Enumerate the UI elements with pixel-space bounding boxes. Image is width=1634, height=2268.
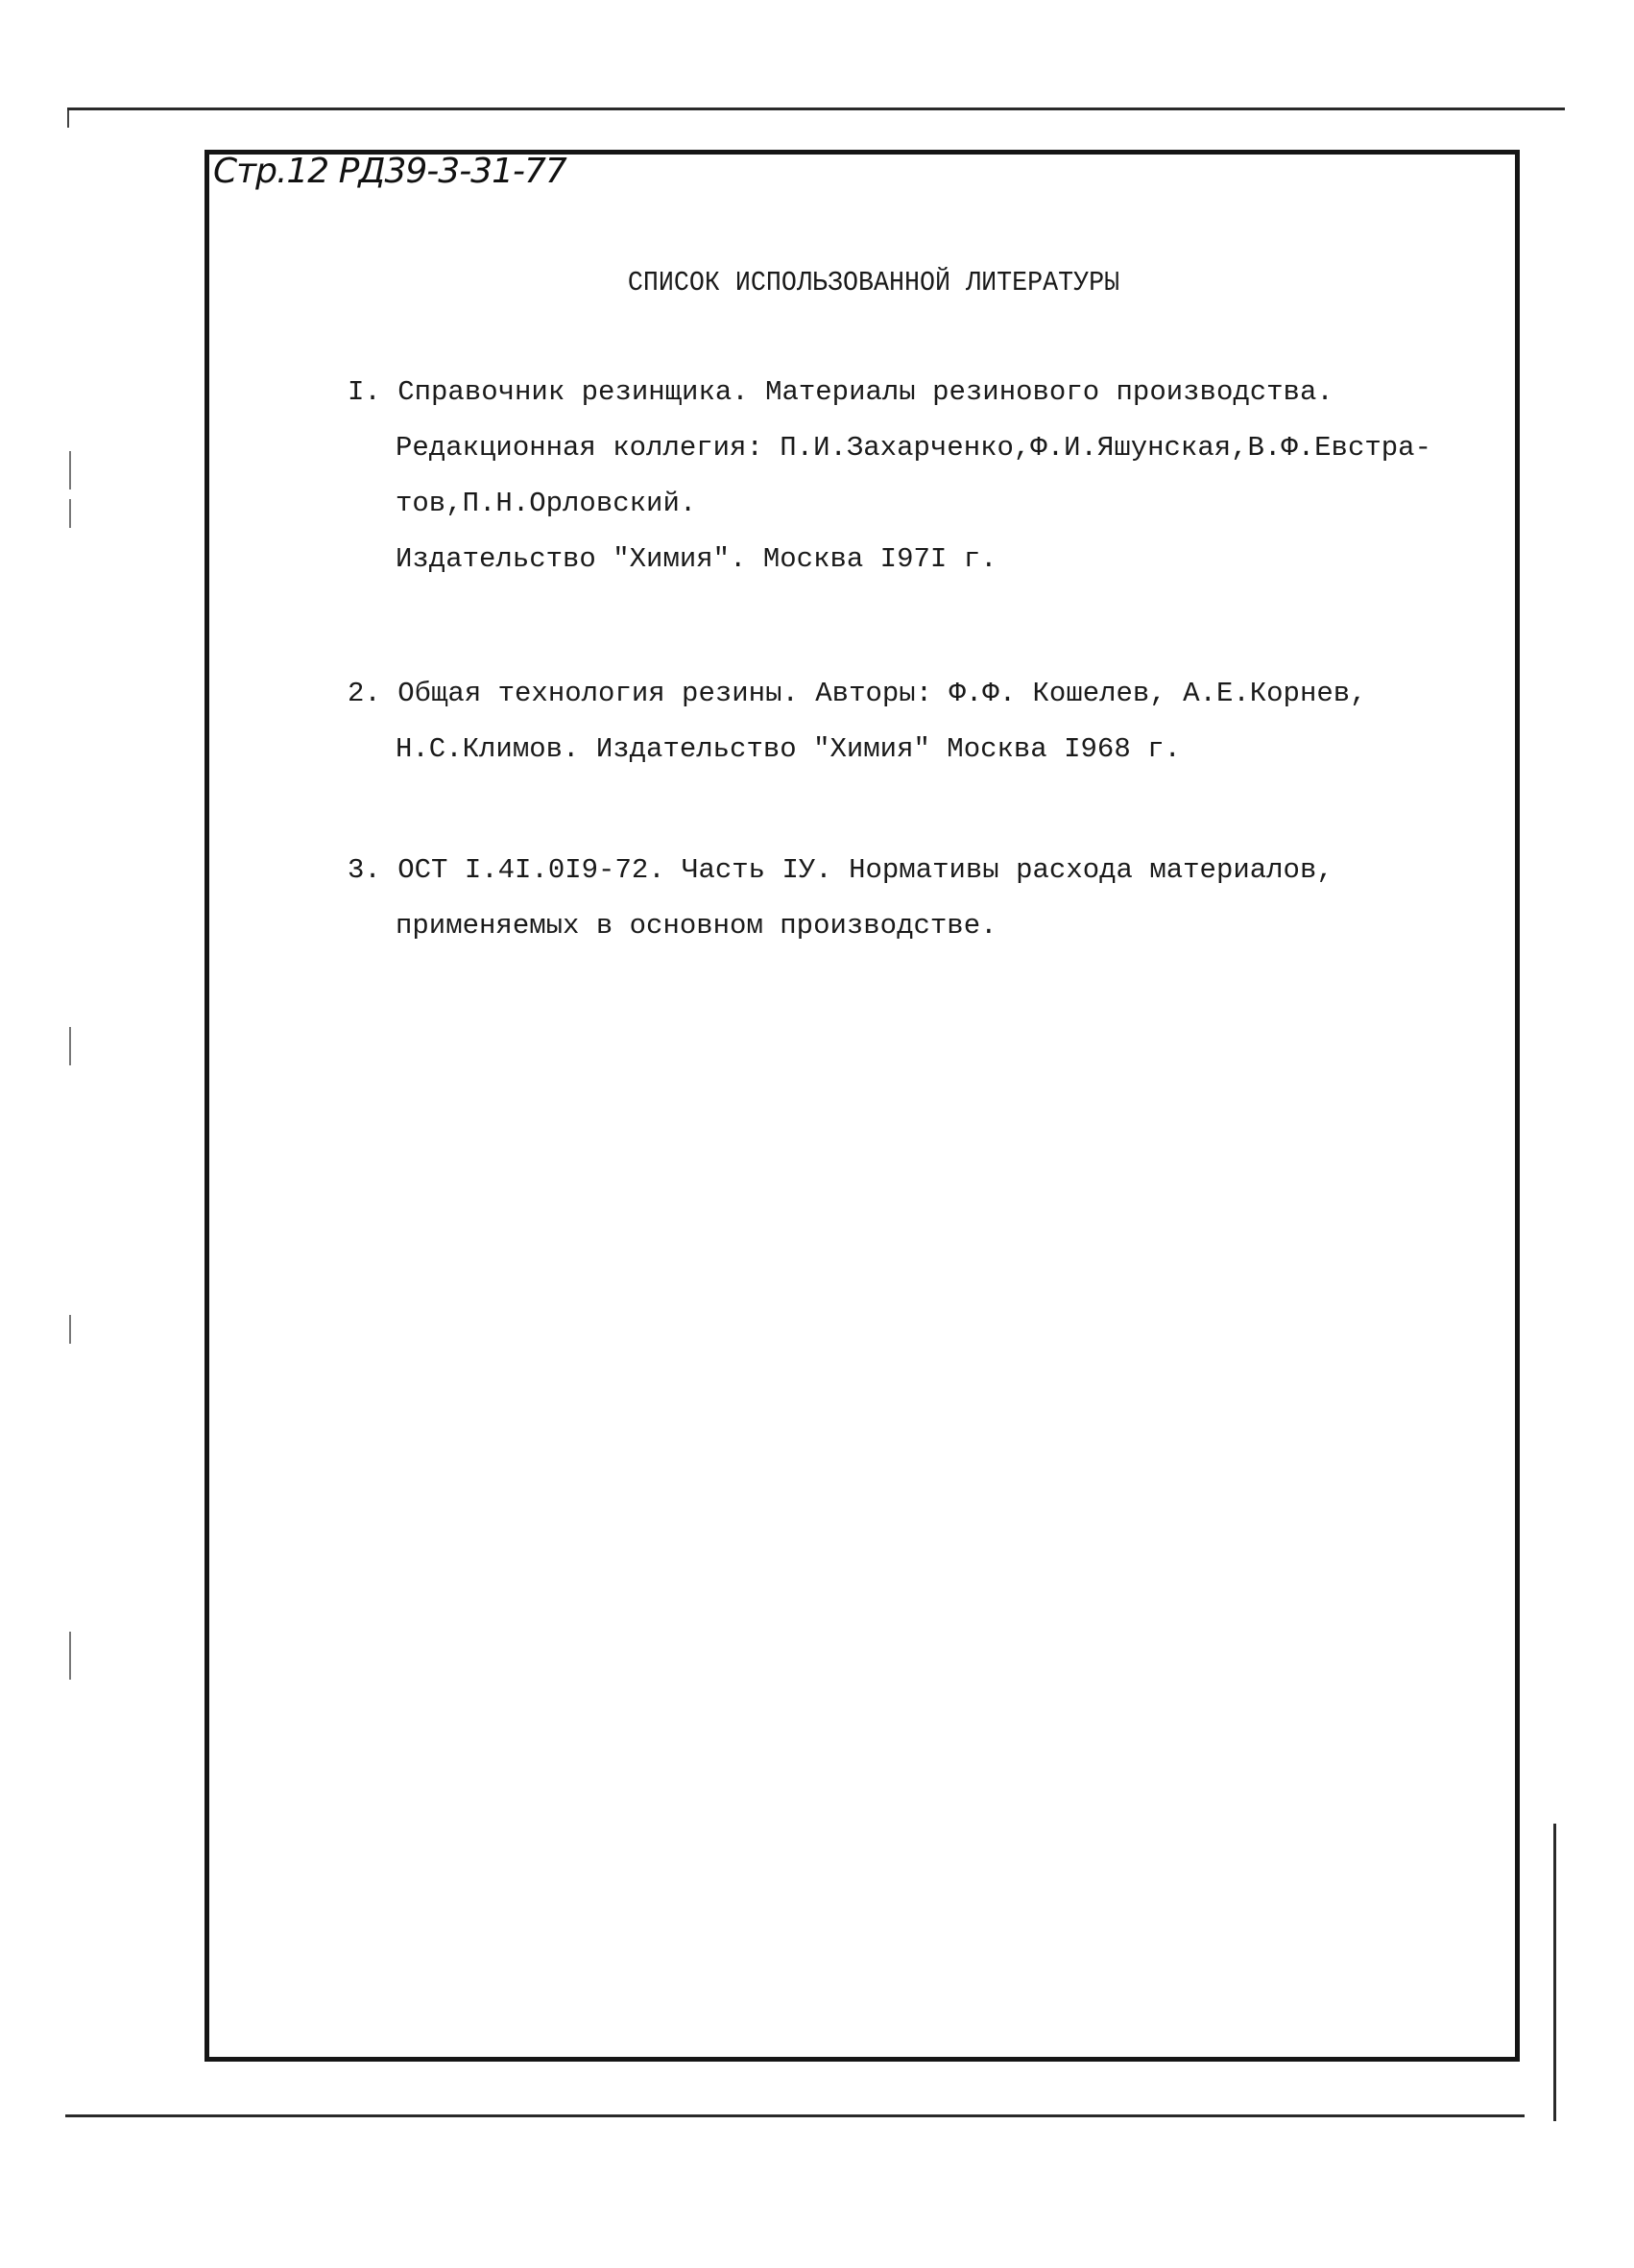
reference-line: 2. Общая технология резины. Авторы: Ф.Ф. Кошелев, А.Е.Корнев, xyxy=(348,678,1367,709)
reference-line: применяемых в основном производстве. xyxy=(396,910,997,942)
reference-line: тов,П.Н.Орловский. xyxy=(396,488,697,519)
outer-top-line xyxy=(67,107,1565,110)
reference-line: I. Справочник резинщика. Материалы резинового производства. xyxy=(348,376,1334,408)
scan-mark xyxy=(69,1632,71,1680)
reference-item xyxy=(348,666,1461,777)
corner-tick xyxy=(67,110,69,128)
reference-item xyxy=(348,365,1461,587)
outer-bottom-line xyxy=(65,2114,1525,2117)
reference-line: Издательство "Химия". Москва I97I г. xyxy=(396,543,997,575)
reference-line: Н.С.Климов. Издательство "Химия" Москва I968 г. xyxy=(396,733,1181,765)
page-stamp: Стр.12 РД39-3-31-77 xyxy=(213,152,566,191)
right-edge-line xyxy=(1553,1824,1556,2121)
scan-mark xyxy=(69,1027,71,1065)
scan-mark xyxy=(69,1315,71,1344)
reference-line: Редакционная коллегия: П.И.Захарченко,Ф.И.Яшунская,В.Ф.Евстра- xyxy=(396,432,1431,464)
page-title: СПИСОК ИСПОЛЬЗОВАННОЙ ЛИТЕРАТУРЫ xyxy=(627,267,1120,298)
scan-mark xyxy=(69,499,71,528)
reference-item xyxy=(348,843,1461,954)
scan-mark xyxy=(69,451,71,489)
reference-line: 3. ОСТ I.4I.0I9-72. Часть IУ. Нормативы расхода материалов, xyxy=(348,854,1334,886)
